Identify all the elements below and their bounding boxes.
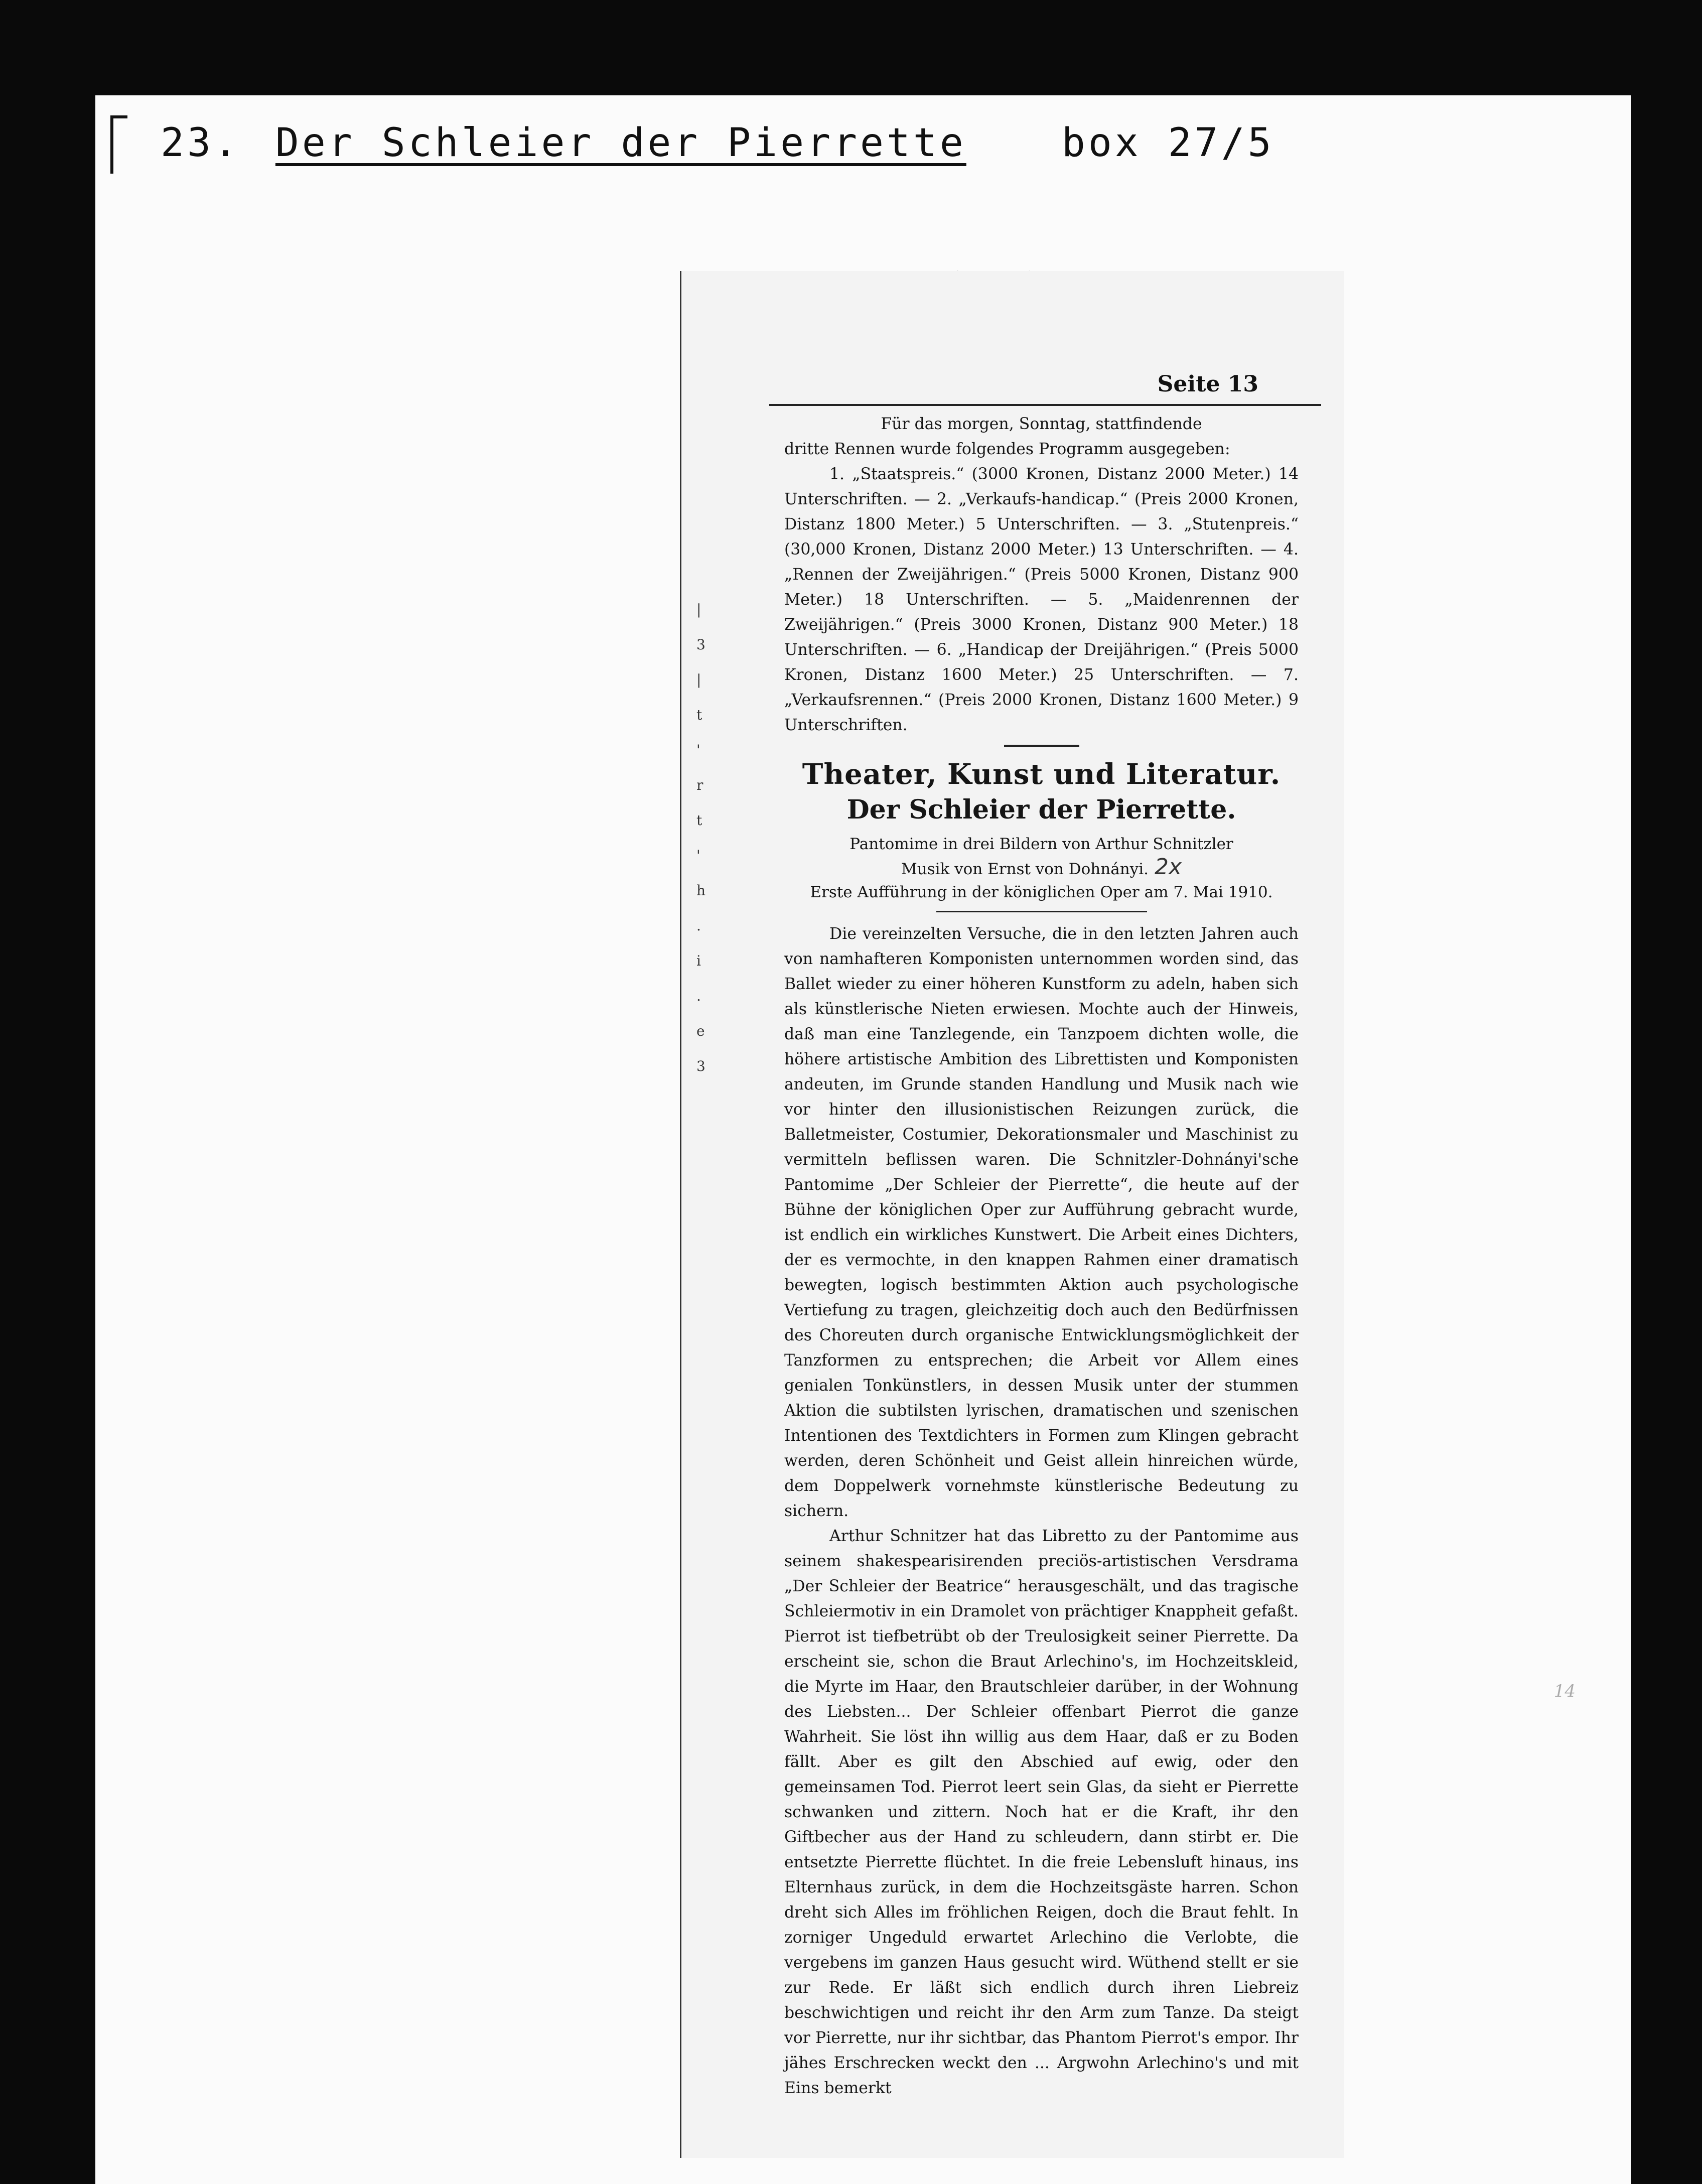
credit-line-1: Pantomime in drei Bildern von Arthur Schnitzler	[849, 835, 1233, 853]
archive-header	[161, 110, 1274, 176]
page-number: Seite 13	[1157, 371, 1258, 397]
adjacent-column-fragments: | 3 | t ' r t ' h . i . e 3	[696, 601, 706, 1074]
handwritten-mark: 2x	[1154, 854, 1182, 880]
clipping-edge	[681, 331, 702, 477]
section-heading: Theater, Kunst und Literatur.	[802, 758, 1281, 791]
archive-sheet	[95, 95, 1631, 2184]
review-paragraph-1: Die vereinzelten Versuche, die in den letzten Jahren auch von namhafteren Komponisten unternommen worden sind, das Ballet wieder zu einer höheren Kunstform zu adeln, haben sich als künstlerische Nieten erwiesen. Mochte auch der Hinweis, daß man eine Tanzlegende, ein Tanzpoem dichten wolle, die höhere artistische Ambition des Librettisten und Komponisten andeuten, im Grunde standen Handlung und Musik nach wie vor hinter den illusionistischen Reizungen zurück, die Balletmeister, Costumier, Dekorationsmaler und Maschinist zu vermitteln beflissen waren. Die Schnitzler-Dohnányi'sche Pantomime „Der Schleier der Pierrette“, die heute auf der Bühne der königlichen Oper zur Aufführung gebracht wurde, ist endlich ein wirkliches Kunstwert. Die Arbeit eines Dichters, der es vermochte, in den knappen Rahmen einer dramatisch bewegten, logisch bestimmten Aktion auch psychologische Vertiefung zu tragen, gleichzeitig doch auch den Bedürfnissen des Choreuten durch organische Entwicklungsmöglichkeit der Tanzformen zu entsprechen; die Arbeit vor Allem eines genialen Tonkünstlers, in dessen Musik unter der stummen Aktion die subtilsten lyrischen, dramatischen und szenischen Intentionen des Textdichters in Formen zum Klingen gebracht werden, deren Schönheit und Geist allein hinreichen würde, dem Doppelwerk vornehmste künstlerische Bedeutung zu sichern.	[784, 925, 1299, 1520]
item-number: 23.	[161, 120, 240, 166]
credit-line-3: Erste Aufführung in der königlichen Oper am 7. Mai 1910.	[810, 883, 1273, 901]
corner-mark	[110, 115, 127, 174]
document-title: Der Schleier der Pierrette	[275, 120, 966, 166]
play-title: Der Schleier der Pierrette.	[846, 794, 1236, 825]
box-label: box 27/5	[1061, 120, 1274, 166]
margin-note: 14	[1553, 1681, 1576, 1701]
credits-divider	[936, 911, 1147, 912]
column-top-rule	[769, 404, 1321, 406]
section-divider	[1004, 745, 1079, 747]
program-intro: Für das morgen, Sonntag, stattfindende	[881, 415, 1202, 433]
review-paragraph-2: Arthur Schnitzer hat das Libretto zu der Pantomime aus seinem shakespearisirenden preciös-artistischen Versdrama „Der Schleier der Beatrice“ herausgeschält, und das tragische Schleiermotiv in ein Dramolet von prächtiger Knappheit gefaßt. Pierrot ist tiefbetrübt ob der Treulosigkeit seiner Pierrette. Da erscheint sie, schon die Braut Arlechino's, im Hochzeitskleid, die Myrte im Haar, den Brautschleier darüber, in der Wohnung des Liebsten... Der Schleier offenbart Pierrot die ganze Wahrheit. Sie löst ihn willig aus dem Haar, daß er zu Boden fällt. Aber es gilt den Abschied auf ewig, oder den gemeinsamen Tod. Pierrot leert sein Glas, da sieht er Pierrette schwanken und zittern. Noch hat er die Kraft, ihr den Giftbecher aus der Hand zu schleudern, dann stirbt er. Die entsetzte Pierrette flüchtet. In die freie Lebensluft hinaus, ins Elternhaus zurück, in dem die Hochzeitsgäste harren. Schon dreht sich Alles im fröhlichen Reigen, doch die Braut fehlt. In zorniger Ungeduld erwartet Arlechino die Verlobte, die vergebens im ganzen Haus gesucht wird. Wüthend stellt er sie zur Rede. Er läßt sich endlich durch ihren Liebreiz beschwichtigen und reicht ihr den Arm zum Tanze. Da steigt vor Pierrette, nur ihr sichtbar, das Phantom Pierrot's empor. Ihr jähes Erschrecken weckt den ... Argwohn Arlechino's und mit Eins bemerkt	[784, 1527, 1299, 2097]
race-program: 1. „Staatspreis.“ (3000 Kronen, Distanz 2000 Meter.) 14 Unterschriften. — 2. „Verkaufs-handicap.“ (Preis 2000 Kronen, Distanz 1800 Meter.) 5 Unterschriften. — 3. „Stutenpreis.“ (30,000 Kronen, Distanz 2000 Meter.) 13 Unterschriften. — 4. „Rennen der Zweijährigen.“ (Preis 5000 Kronen, Distanz 900 Meter.) 18 Unterschriften. — 5. „Maidenrennen der Zweijährigen.“ (Preis 3000 Kronen, Distanz 900 Meter.) 18 Unterschriften. — 6. „Handicap der Dreijährigen.“ (Preis 5000 Kronen, Distanz 1600 Meter.) 25 Unterschriften. — 7. „Verkaufsrennen.“ (Preis 2000 Kronen, Distanz 1600 Meter.) 9 Unterschriften.	[784, 465, 1299, 734]
credit-line-2: Musik von Ernst von Dohnányi. 2x	[901, 854, 1182, 880]
newspaper-clipping	[680, 271, 1344, 2158]
article-column	[784, 412, 1299, 2101]
program-intro-2: dritte Rennen wurde folgendes Programm ausgegeben:	[784, 440, 1230, 458]
